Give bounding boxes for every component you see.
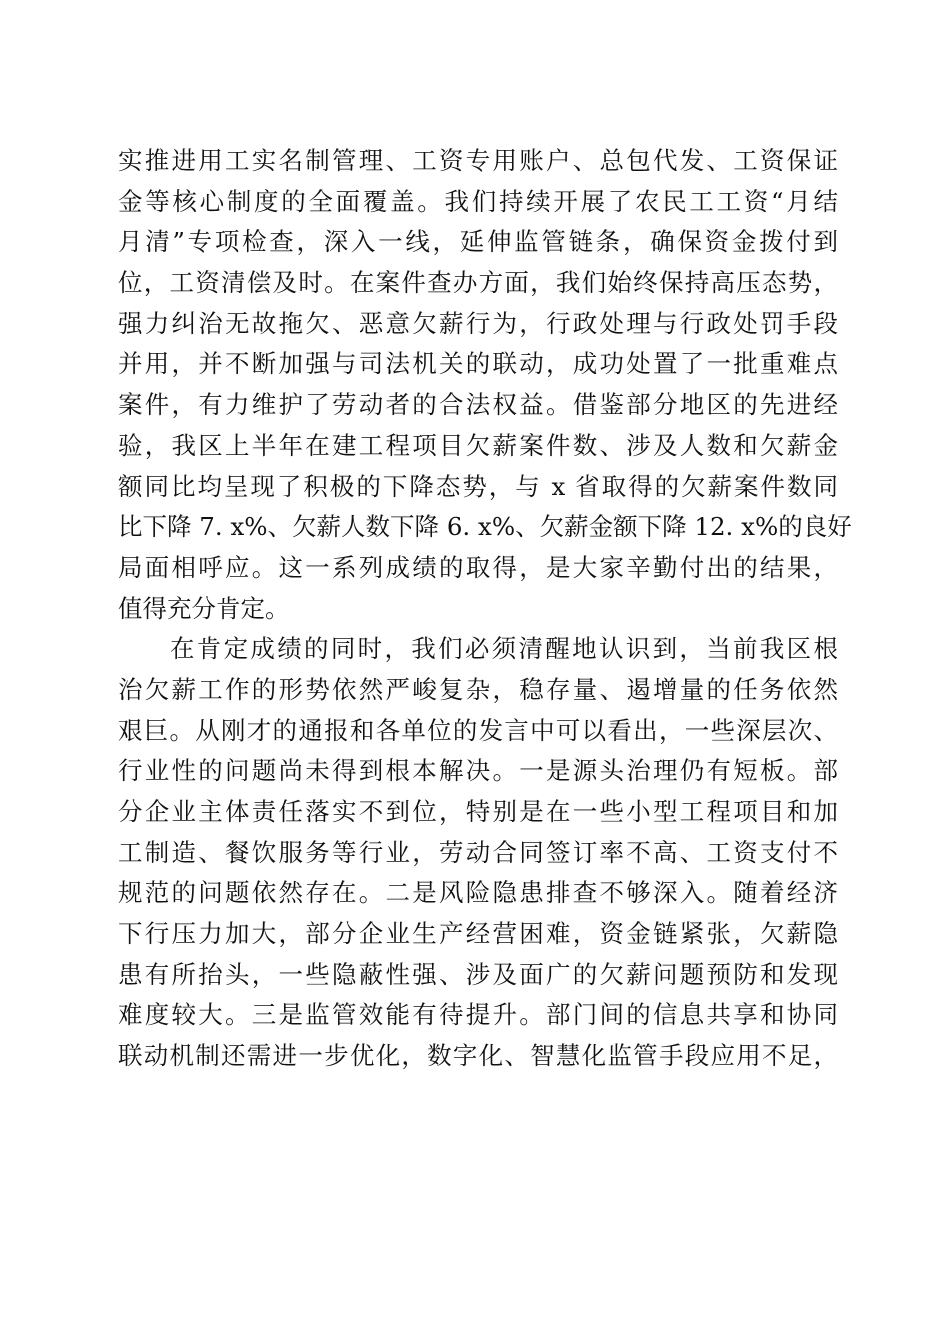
document-body (118, 141, 852, 1077)
paragraph-2 (118, 629, 838, 1077)
paragraph-1 (118, 141, 852, 629)
text-line: 下行压力加大，部分企业生产经营困难，资金链紧张，欠薪隐 (118, 919, 838, 949)
text-line: 分企业主体责任落实不到位，特别是在一些小型工程项目和加 (118, 797, 838, 826)
text-line: 难度较大。三是监管效能有待提升。部门间的信息共享和协同 (118, 1000, 838, 1030)
text-line: 规范的问题依然存在。二是风险隐患排查不够深入。随着经济 (118, 878, 838, 908)
text-line-last: 值得充分肯定。 (118, 593, 290, 623)
text-line: 联动机制还需进一步优化，数字化、智慧化监管手段应用不足， (118, 1041, 838, 1071)
text-line: 艰巨。从刚才的通报和各单位的发言中可以看出，一些深层次、 (118, 715, 838, 745)
text-line: 并用，并不断加强与司法机关的联动，成功处置了一批重难点 (118, 349, 838, 379)
text-line: 治欠薪工作的形势依然严峻复杂，稳存量、遏增量的任务依然 (118, 674, 838, 704)
text-line: 实推进用工实名制管理、工资专用账户、总包代发、工资保证 (118, 146, 838, 175)
text-line: 工制造、餐饮服务等行业，劳动合同签订率不高、工资支付不 (118, 837, 838, 867)
text-line: 金等核心制度的全面覆盖。我们持续开展了农民工工资“月结 (118, 186, 838, 216)
text-line: 额同比均呈现了积极的下降态势，与 x 省取得的欠薪案件数同 (118, 471, 838, 501)
text-line-first: 在肯定成绩的同时，我们必须清醒地认识到，当前我区根 (170, 634, 838, 664)
text-line: 月清”专项检查，深入一线，延伸监管链条，确保资金拨付到 (118, 227, 838, 257)
text-line: 患有所抬头，一些隐蔽性强、涉及面广的欠薪问题预防和发现 (118, 959, 838, 989)
text-line: 强力纠治无故拖欠、恶意欠薪行为，行政处理与行政处罚手段 (118, 308, 838, 338)
text-line: 比下降 7. x%、欠薪人数下降 6. x%、欠薪金额下降 12. x%的良好 (118, 512, 852, 542)
text-line: 案件，有力维护了劳动者的合法权益。借鉴部分地区的先进经 (118, 390, 838, 420)
text-line: 位，工资清偿及时。在案件查办方面，我们始终保持高压态势， (118, 268, 838, 298)
text-line: 局面相呼应。这一系列成绩的取得，是大家辛勤付出的结果， (118, 552, 838, 582)
text-line: 验，我区上半年在建工程项目欠薪案件数、涉及人数和欠薪金 (118, 430, 838, 460)
text-line: 行业性的问题尚未得到根本解决。一是源头治理仍有短板。部 (118, 756, 838, 786)
